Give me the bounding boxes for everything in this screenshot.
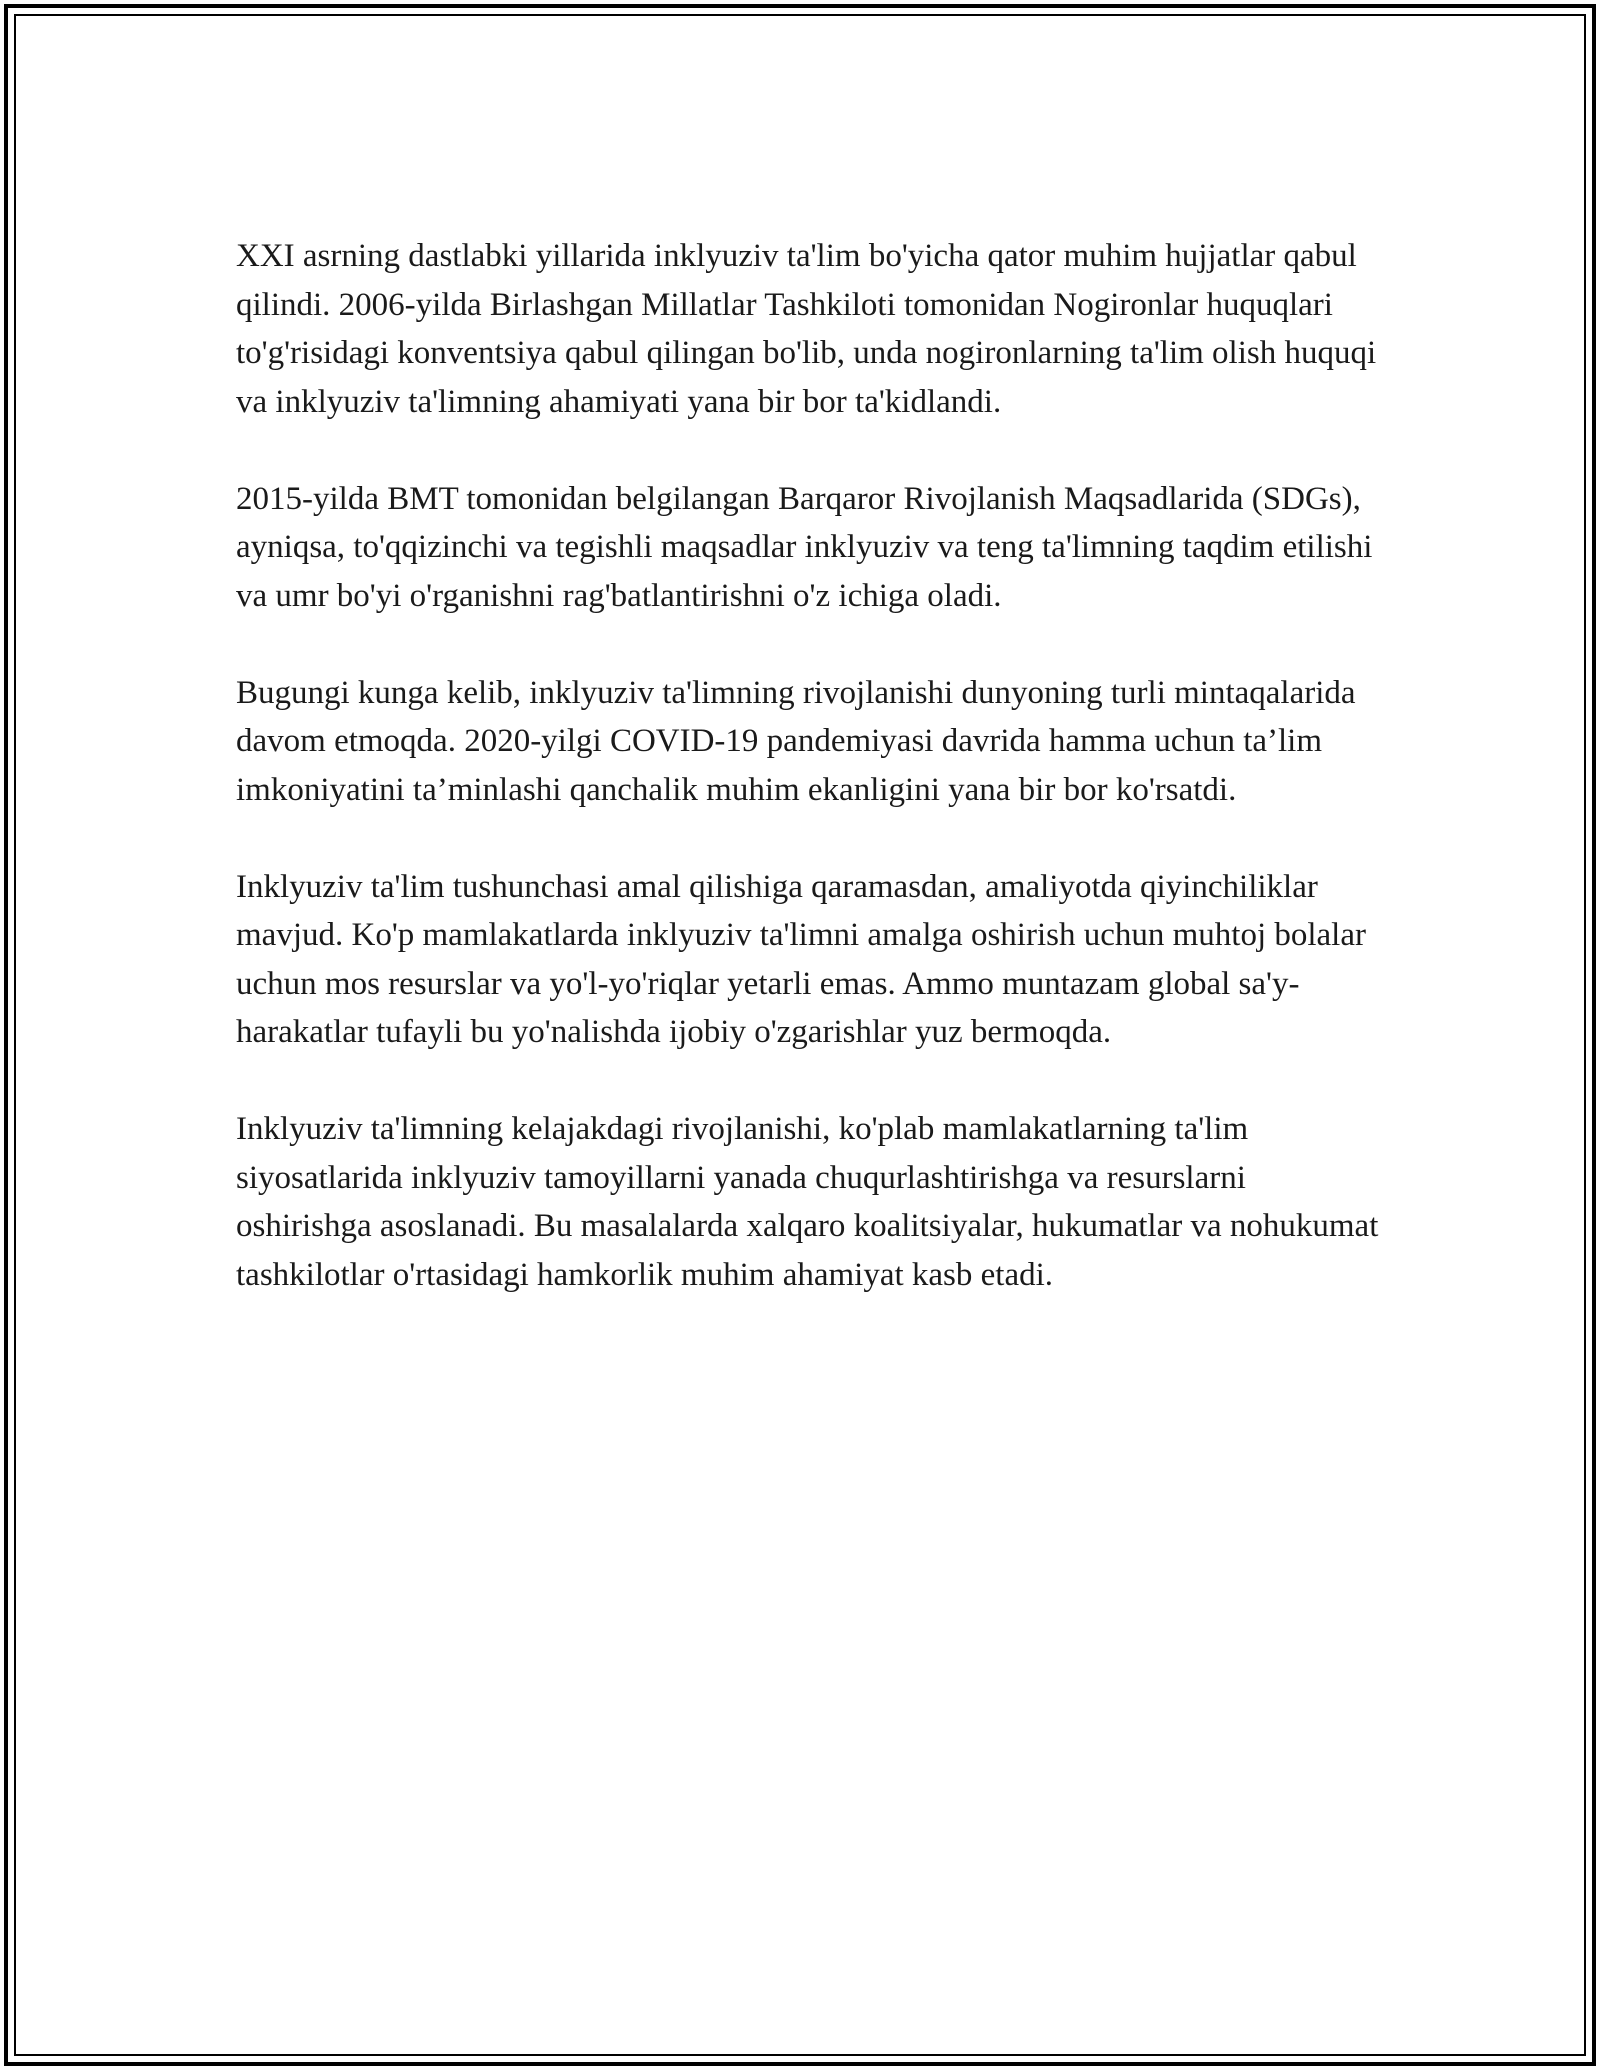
paragraph-5: Inklyuziv ta'limning kelajakdagi rivojlanishi, ko'plab mamlakatlarning ta'lim siyosatlarida inklyuziv tamoyillarni yanada chuqurlashtirishga va resurslarni oshirishga asoslanadi. Bu masalalarda xalqaro koalitsiyalar, hukumatlar va nohukumat tashkilotlar o'rtasidagi hamkorlik muhim ahamiyat kasb etadi.: [236, 1111, 1379, 1293]
paragraph-1: XXI asrning dastlabki yillarida inklyuziv ta'lim bo'yicha qator muhim hujjatlar qabul qilindi. 2006-yilda Birlashgan Millatlar Tashkiloti tomonidan Nogironlar huquqlari to'g'risidagi konventsiya qabul qilingan bo'lib, unda nogironlarning ta'lim olish huquqi va inklyuziv ta'limning ahamiyati yana bir bor ta'kidlandi.: [236, 238, 1377, 420]
paragraph-3: Bugungi kunga kelib, inklyuziv ta'limning rivojlanishi dunyoning turli mintaqalarida davom etmoqda. 2020-yilgi COVID-19 pandemiyasi davrida hamma uchun ta’lim imkoniyatini ta’minlashi qanchalik muhim ekanligini yana bir bor ko'rsatdi.: [236, 674, 1356, 808]
paragraph-4: Inklyuziv ta'lim tushunchasi amal qilishiga qaramasdan, amaliyotda qiyinchiliklar mavjud. Ko'p mamlakatlarda inklyuziv ta'limni amalga oshirish uchun muhtoj bolalar uchun mos resurslar va yo'l-yo'riqlar yetarli emas. Ammo muntazam global sa'y-harakatlar tufayli bu yo'nalishda ijobiy o'zgarishlar yuz bermoqda.: [236, 868, 1366, 1050]
document-body: [236, 232, 1386, 1348]
paragraph-2: 2015-yilda BMT tomonidan belgilangan Barqaror Rivojlanish Maqsadlarida (SDGs), ayniqsa, to'qqizinchi va tegishli maqsadlar inklyuziv va teng ta'limning taqdim etilishi va umr bo'yi o'rganishni rag'batlantirishni o'z ichiga oladi.: [236, 480, 1373, 614]
